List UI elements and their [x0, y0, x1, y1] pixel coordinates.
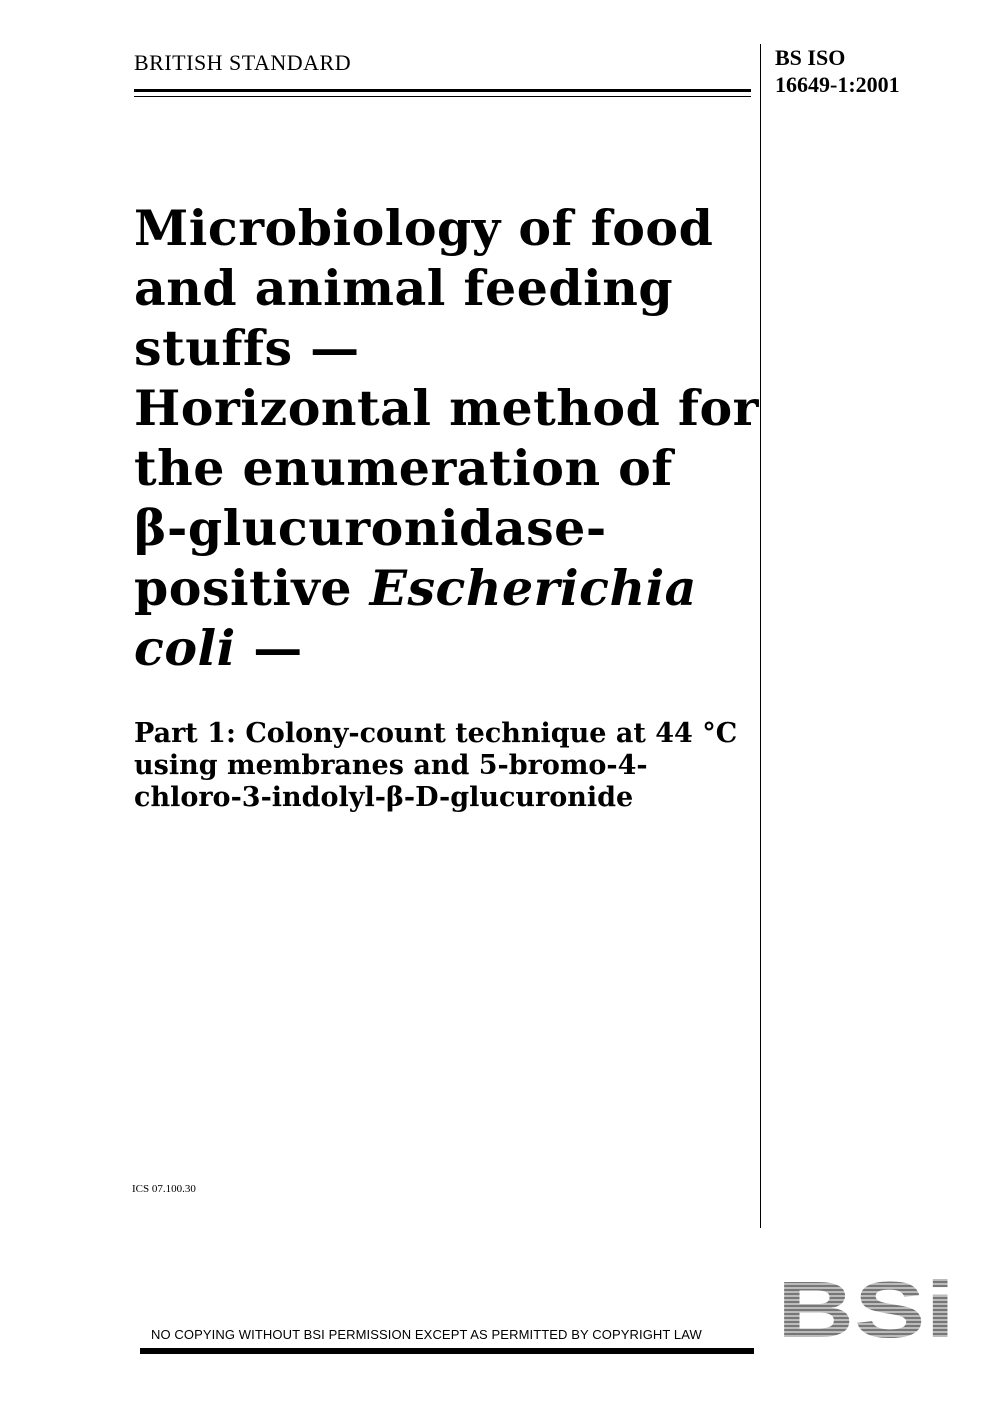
ics-code: ICS 07.100.30: [132, 1183, 196, 1195]
bsi-logo-text: BSi: [777, 1277, 955, 1340]
title-line: Horizontal method for: [134, 379, 759, 437]
document-title: [134, 198, 764, 678]
standard-type-label: BRITISH STANDARD: [134, 50, 352, 75]
title-italic-text: Escherichia: [369, 559, 697, 617]
title-text: positive: [134, 559, 370, 617]
subtitle-line: using membranes and 5-bromo-4-: [134, 750, 648, 781]
title-line: the enumeration of: [134, 439, 673, 497]
title-text: —: [235, 619, 303, 677]
header-rule-thick: [134, 89, 751, 92]
bsi-logo: [777, 1277, 955, 1340]
standard-code-line1: BS ISO: [775, 45, 846, 70]
title-line: stuffs —: [134, 319, 360, 377]
standard-code-line2: 16649-1:2001: [775, 72, 900, 97]
document-subtitle: [134, 718, 764, 814]
title-line: and animal feeding: [134, 259, 674, 317]
subtitle-line: chloro-3-indolyl-β-D-glucuronide: [134, 782, 634, 813]
subtitle-line: Part 1: Colony-count technique at 44 °C: [134, 718, 738, 749]
title-line: [134, 618, 764, 678]
title-line: β-glucuronidase-: [134, 499, 607, 557]
title-line: [134, 558, 764, 618]
title-line: Microbiology of food: [134, 199, 714, 257]
copyright-notice: NO COPYING WITHOUT BSI PERMISSION EXCEPT AS PERMITTED BY COPYRIGHT LAW: [151, 1327, 702, 1342]
header-rule-thin: [134, 96, 751, 97]
title-italic-text: coli: [134, 619, 236, 677]
footer-rule: [140, 1348, 754, 1354]
standard-code: [775, 44, 900, 98]
